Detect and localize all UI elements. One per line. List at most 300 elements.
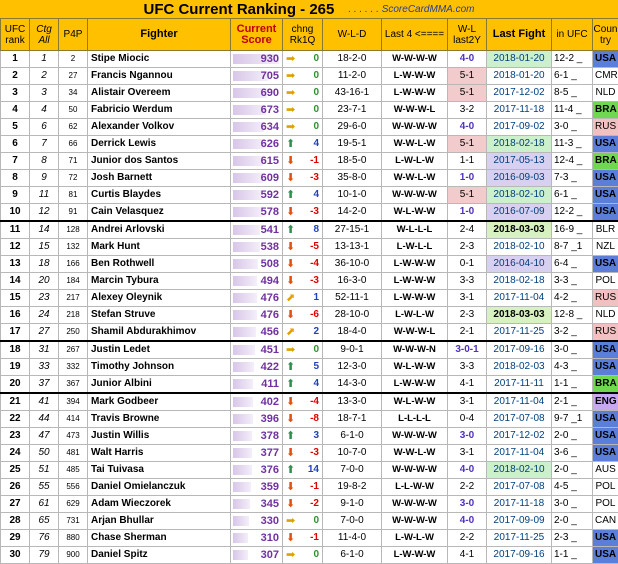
ufc-record: 3-0 _ (552, 119, 593, 136)
table-row[interactable] (1, 85, 618, 102)
record-wld: 6-1-0 (323, 547, 382, 564)
fighter-name[interactable]: Francis Ngannou (88, 68, 231, 85)
rank-change (283, 462, 323, 479)
fighter-name[interactable]: Daniel Omielanczuk (88, 479, 231, 496)
col-in-ufc[interactable]: in UFC (552, 19, 593, 51)
ufc-record: 2-3 _ (552, 530, 593, 547)
last-4-results: L-W-W-W (382, 273, 448, 290)
arrow-down-icon: ⬇ (286, 307, 295, 323)
fighter-name[interactable]: Stefan Struve (88, 307, 231, 324)
category-rank: 6 (30, 119, 59, 136)
current-score (231, 187, 283, 204)
country-code: USA (593, 411, 618, 428)
fighter-name[interactable]: Chase Sherman (88, 530, 231, 547)
wl-last-2y: 1-0 (448, 204, 487, 222)
score-value: 615 (231, 153, 282, 169)
category-rank: 76 (30, 530, 59, 547)
rank-change-value: -3 (310, 447, 319, 458)
ufc-rank: 22 (1, 411, 30, 428)
col-p4p[interactable]: P4P (59, 19, 88, 51)
rank-change-value: 0 (313, 53, 319, 64)
rank-change-value: 4 (313, 378, 319, 389)
ufc-record: 3-2 _ (552, 324, 593, 342)
last-fight-date: 2017-05-13 (487, 153, 552, 170)
category-rank: 31 (30, 341, 59, 359)
score-value: 345 (231, 496, 282, 512)
arrow-up-icon: ⬆ (286, 359, 295, 375)
rank-change-value: -4 (310, 396, 319, 407)
current-score (231, 359, 283, 376)
site-link[interactable]: . . . . . . ScoreCardMMA.com (348, 4, 474, 15)
country-code: POL (593, 273, 618, 290)
fighter-name[interactable]: Justin Willis (88, 428, 231, 445)
fighter-name[interactable]: Alexander Volkov (88, 119, 231, 136)
fighter-name[interactable]: Timothy Johnson (88, 359, 231, 376)
fighter-name[interactable]: Arjan Bhullar (88, 513, 231, 530)
category-rank: 79 (30, 547, 59, 564)
record-wld: 10-1-0 (323, 187, 382, 204)
record-wld: 10-7-0 (323, 445, 382, 462)
p4p-rank: 184 (59, 273, 88, 290)
ufc-rank: 17 (1, 324, 30, 342)
record-wld: 13-3-0 (323, 393, 382, 411)
last-4-results: L-W-L-W (382, 307, 448, 324)
ufc-rank: 14 (1, 273, 30, 290)
category-rank: 1 (30, 51, 59, 68)
last-fight-date: 2017-09-16 (487, 547, 552, 564)
last-fight-date: 2017-09-02 (487, 119, 552, 136)
ufc-rank: 9 (1, 187, 30, 204)
category-rank: 14 (30, 221, 59, 239)
current-score (231, 428, 283, 445)
ufc-rank: 11 (1, 221, 30, 239)
table-row[interactable] (1, 187, 618, 204)
arrow-right-icon: ➡ (286, 51, 295, 67)
wl-last-2y: 5-1 (448, 68, 487, 85)
fighter-name[interactable]: Curtis Blaydes (88, 187, 231, 204)
score-value: 310 (231, 530, 282, 546)
ufc-rank: 20 (1, 376, 30, 394)
last-4-results: W-W-W-W (382, 513, 448, 530)
fighter-name[interactable]: Travis Browne (88, 411, 231, 428)
rank-change (283, 393, 323, 411)
rank-change (283, 290, 323, 307)
fighter-name[interactable]: Walt Harris (88, 445, 231, 462)
header-row (1, 19, 618, 51)
ufc-record: 2-0 _ (552, 513, 593, 530)
score-value: 592 (231, 187, 282, 203)
table-row[interactable] (1, 530, 618, 547)
table-row[interactable] (1, 290, 618, 307)
table-row[interactable] (1, 324, 618, 342)
last-fight-date: 2017-11-04 (487, 445, 552, 462)
current-score (231, 462, 283, 479)
rank-change (283, 102, 323, 119)
country-code: BRA (593, 376, 618, 394)
table-row[interactable] (1, 68, 618, 85)
table-row[interactable] (1, 307, 618, 324)
current-score (231, 119, 283, 136)
col-ufc-rank[interactable]: UFC rank (1, 19, 30, 51)
wl-last-2y: 2-2 (448, 479, 487, 496)
country-code: POL (593, 496, 618, 513)
col-ctg-all[interactable]: Ctg All (30, 19, 59, 51)
fighter-name[interactable]: Daniel Spitz (88, 547, 231, 564)
score-value: 673 (231, 102, 282, 118)
country-code: CMR (593, 68, 618, 85)
p4p-rank: 50 (59, 102, 88, 119)
country-code: RUS (593, 324, 618, 342)
p4p-rank: 62 (59, 119, 88, 136)
ufc-record: 1-1 _ (552, 547, 593, 564)
wl-last-2y: 2-3 (448, 307, 487, 324)
ufc-record: 2-0 _ (552, 462, 593, 479)
wl-last-2y: 3-0-1 (448, 341, 487, 359)
score-value: 538 (231, 239, 282, 255)
record-wld: 43-16-1 (323, 85, 382, 102)
p4p-rank: 27 (59, 68, 88, 85)
score-value: 451 (231, 342, 282, 358)
ufc-record: 12-4 _ (552, 153, 593, 170)
col-current-score[interactable]: Current Score (231, 19, 283, 51)
ufc-record: 2-0 _ (552, 428, 593, 445)
last-fight-date: 2016-04-10 (487, 256, 552, 273)
rank-change-value: -6 (310, 309, 319, 320)
rank-change (283, 51, 323, 68)
score-value: 411 (231, 376, 282, 392)
current-score (231, 376, 283, 394)
rank-change (283, 479, 323, 496)
record-wld: 18-2-0 (323, 51, 382, 68)
arrow-right-icon: ➡ (286, 342, 295, 358)
table-row[interactable] (1, 376, 618, 394)
last-4-results: W-L-L-L (382, 221, 448, 239)
ufc-rank: 23 (1, 428, 30, 445)
fighter-name[interactable]: Stipe Miocic (88, 51, 231, 68)
category-rank: 11 (30, 187, 59, 204)
record-wld: 18-5-0 (323, 153, 382, 170)
rank-change (283, 307, 323, 324)
fighter-name[interactable]: Shamil Abdurakhimov (88, 324, 231, 342)
last-4-results: W-W-W-W (382, 119, 448, 136)
record-wld: 18-7-1 (323, 411, 382, 428)
category-rank: 8 (30, 153, 59, 170)
current-score (231, 324, 283, 342)
last-fight-date: 2017-11-11 (487, 376, 552, 394)
arrow-up-icon: ⬆ (286, 462, 295, 478)
rank-change (283, 496, 323, 513)
ufc-rank: 3 (1, 85, 30, 102)
wl-last-2y: 4-0 (448, 462, 487, 479)
p4p-rank: 473 (59, 428, 88, 445)
rank-change (283, 68, 323, 85)
table-row[interactable] (1, 204, 618, 222)
arrow-down-icon: ⬇ (286, 256, 295, 272)
score-value: 378 (231, 428, 282, 444)
table-row[interactable] (1, 239, 618, 256)
record-wld: 23-7-1 (323, 102, 382, 119)
country-code: AUS (593, 462, 618, 479)
col-chng[interactable]: chng Rk1Q (283, 19, 323, 51)
rank-change-value: -1 (310, 481, 319, 492)
ranking-rows (1, 51, 618, 564)
last-fight-date: 2017-07-08 (487, 411, 552, 428)
rank-change-value: 0 (313, 104, 319, 115)
last-4-results: L-W-L-W (382, 530, 448, 547)
current-score (231, 496, 283, 513)
fighter-name[interactable]: Alexey Oleynik (88, 290, 231, 307)
rank-change-value: -4 (310, 258, 319, 269)
last-fight-date: 2017-12-02 (487, 428, 552, 445)
col-country[interactable]: Coun try (593, 19, 618, 51)
wl-last-2y: 4-1 (448, 547, 487, 564)
fighter-name[interactable]: Adam Wieczorek (88, 496, 231, 513)
current-score (231, 136, 283, 153)
score-value: 609 (231, 170, 282, 186)
col-last4[interactable]: Last 4 <==== (382, 19, 448, 51)
p4p-rank: 166 (59, 256, 88, 273)
fighter-name[interactable]: Cain Velasquez (88, 204, 231, 222)
last-fight-date: 2017-07-08 (487, 479, 552, 496)
score-value: 422 (231, 359, 282, 375)
last-4-results: W-W-W-W (382, 462, 448, 479)
last-4-results: L-W-L-W (382, 153, 448, 170)
last-4-results: L-L-L-L (382, 411, 448, 428)
ufc-rank: 2 (1, 68, 30, 85)
last-4-results: W-L-W-W (382, 393, 448, 411)
rank-change-value: -1 (310, 532, 319, 543)
score-value: 634 (231, 119, 282, 135)
p4p-rank: 629 (59, 496, 88, 513)
rank-change-value: 0 (313, 549, 319, 560)
record-wld: 13-13-1 (323, 239, 382, 256)
score-value: 456 (231, 324, 282, 340)
rank-change-value: -8 (310, 413, 319, 424)
rank-change (283, 273, 323, 290)
last-fight-date: 2016-09-03 (487, 170, 552, 187)
ufc-rank: 4 (1, 102, 30, 119)
table-row[interactable] (1, 102, 618, 119)
p4p-rank: 485 (59, 462, 88, 479)
score-value: 508 (231, 256, 282, 272)
table-row[interactable] (1, 51, 618, 68)
record-wld: 35-8-0 (323, 170, 382, 187)
category-rank: 4 (30, 102, 59, 119)
current-score (231, 85, 283, 102)
category-rank: 44 (30, 411, 59, 428)
ufc-record: 12-8 _ (552, 307, 593, 324)
p4p-rank: 332 (59, 359, 88, 376)
fighter-name[interactable]: Alistair Overeem (88, 85, 231, 102)
wl-last-2y: 5-1 (448, 136, 487, 153)
fighter-name[interactable]: Mark Godbeer (88, 393, 231, 411)
col-last-fight[interactable]: Last Fight (487, 19, 552, 51)
last-4-results: W-L-W-W (382, 204, 448, 222)
ufc-rank: 28 (1, 513, 30, 530)
ufc-rank: 21 (1, 393, 30, 411)
rank-change-value: 2 (313, 326, 319, 337)
last-4-results: W-W-W-W (382, 187, 448, 204)
record-wld: 9-1-0 (323, 496, 382, 513)
table-row[interactable] (1, 445, 618, 462)
p4p-rank: 128 (59, 221, 88, 239)
table-row[interactable] (1, 479, 618, 496)
fighter-name[interactable]: Junior Albini (88, 376, 231, 394)
last-fight-date: 2017-11-25 (487, 324, 552, 342)
fighter-name[interactable]: Ben Rothwell (88, 256, 231, 273)
ufc-record: 11-4 _ (552, 102, 593, 119)
current-score (231, 239, 283, 256)
p4p-rank: 556 (59, 479, 88, 496)
last-4-results: L-L-W-W (382, 479, 448, 496)
ufc-record: 8-5 _ (552, 85, 593, 102)
table-row[interactable] (1, 496, 618, 513)
country-code: USA (593, 187, 618, 204)
rank-change (283, 428, 323, 445)
last-fight-date: 2017-09-09 (487, 513, 552, 530)
score-value: 541 (231, 222, 282, 238)
record-wld: 7-0-0 (323, 462, 382, 479)
fighter-name[interactable]: Mark Hunt (88, 239, 231, 256)
ufc-record: 3-3 _ (552, 273, 593, 290)
wl-last-2y: 3-1 (448, 393, 487, 411)
ufc-rank: 1 (1, 51, 30, 68)
ufc-record: 16-9 _ (552, 221, 593, 239)
ufc-record: 3-6 _ (552, 445, 593, 462)
rank-change-value: 5 (313, 361, 319, 372)
wl-last-2y: 3-3 (448, 359, 487, 376)
fighter-name[interactable]: Tai Tuivasa (88, 462, 231, 479)
current-score (231, 256, 283, 273)
wl-last-2y: 3-1 (448, 290, 487, 307)
last-4-results: W-W-W-W (382, 428, 448, 445)
current-score (231, 204, 283, 222)
table-row[interactable] (1, 428, 618, 445)
table-row[interactable] (1, 513, 618, 530)
country-code: NLD (593, 85, 618, 102)
rank-change (283, 256, 323, 273)
fighter-name[interactable]: Andrei Arlovski (88, 221, 231, 239)
wl-last-2y: 3-1 (448, 445, 487, 462)
last-fight-date: 2017-12-02 (487, 85, 552, 102)
last-4-results: L-W-W-W (382, 547, 448, 564)
rank-change-value: -2 (310, 498, 319, 509)
wl-last-2y: 4-0 (448, 51, 487, 68)
table-row[interactable] (1, 411, 618, 428)
ufc-rank: 30 (1, 547, 30, 564)
country-code: ENG (593, 393, 618, 411)
current-score (231, 445, 283, 462)
last-4-results: W-W-W-L (382, 102, 448, 119)
wl-last-2y: 3-0 (448, 496, 487, 513)
arrow-down-icon: ⬇ (286, 170, 295, 186)
rank-change (283, 513, 323, 530)
category-rank: 37 (30, 376, 59, 394)
record-wld: 14-3-0 (323, 376, 382, 394)
score-value: 307 (231, 547, 282, 563)
score-value: 376 (231, 462, 282, 478)
fighter-name[interactable]: Josh Barnett (88, 170, 231, 187)
record-wld: 6-1-0 (323, 428, 382, 445)
table-row[interactable] (1, 393, 618, 411)
current-score (231, 290, 283, 307)
table-row[interactable] (1, 341, 618, 359)
rank-change-value: 0 (313, 344, 319, 355)
col-wl-last2y[interactable]: W-L last2Y (448, 19, 487, 51)
country-code: USA (593, 204, 618, 222)
fighter-name[interactable]: Junior dos Santos (88, 153, 231, 170)
record-wld: 11-2-0 (323, 68, 382, 85)
wl-last-2y: 5-1 (448, 187, 487, 204)
fighter-name[interactable]: Marcin Tybura (88, 273, 231, 290)
wl-last-2y: 3-2 (448, 102, 487, 119)
arrow-up-icon: ⬆ (286, 222, 295, 238)
table-row[interactable] (1, 170, 618, 187)
score-value: 494 (231, 273, 282, 289)
category-rank: 9 (30, 170, 59, 187)
table-row[interactable] (1, 359, 618, 376)
rank-change (283, 153, 323, 170)
table-row[interactable] (1, 256, 618, 273)
ufc-rank: 27 (1, 496, 30, 513)
country-code: NLD (593, 307, 618, 324)
ufc-record: 2-1 _ (552, 393, 593, 411)
fighter-name[interactable]: Fabricio Werdum (88, 102, 231, 119)
table-row[interactable] (1, 136, 618, 153)
table-row[interactable] (1, 462, 618, 479)
col-wld[interactable]: W-L-D (323, 19, 382, 51)
last-4-results: L-W-W-W (382, 290, 448, 307)
category-rank: 20 (30, 273, 59, 290)
arrow-up-icon: ⬆ (286, 376, 295, 392)
record-wld: 11-4-0 (323, 530, 382, 547)
table-row[interactable] (1, 221, 618, 239)
fighter-name[interactable]: Justin Ledet (88, 341, 231, 359)
ufc-record: 4-2 _ (552, 290, 593, 307)
wl-last-2y: 5-1 (448, 85, 487, 102)
arrow-right-icon: ➡ (286, 68, 295, 84)
arrow-right-icon: ➡ (286, 119, 295, 135)
table-row[interactable] (1, 153, 618, 170)
col-fighter[interactable]: Fighter (88, 19, 231, 51)
record-wld: 14-2-0 (323, 204, 382, 222)
last-4-results: W-W-W-W (382, 51, 448, 68)
country-code: USA (593, 428, 618, 445)
ufc-record: 7-3 _ (552, 170, 593, 187)
p4p-rank: 250 (59, 324, 88, 342)
p4p-rank: 72 (59, 170, 88, 187)
fighter-name[interactable]: Derrick Lewis (88, 136, 231, 153)
arrow-down-icon: ⬇ (286, 479, 295, 495)
score-value: 359 (231, 479, 282, 495)
last-4-results: W-L-W-W (382, 359, 448, 376)
last-4-results: L-W-L-L (382, 239, 448, 256)
wl-last-2y: 0-1 (448, 256, 487, 273)
arrow-right-icon: ➡ (286, 85, 295, 101)
p4p-rank: 267 (59, 341, 88, 359)
country-code: BLR (593, 221, 618, 239)
rank-change-value: -1 (310, 155, 319, 166)
table-row[interactable] (1, 273, 618, 290)
category-rank: 18 (30, 256, 59, 273)
country-code: NZL (593, 239, 618, 256)
ufc-rank: 12 (1, 239, 30, 256)
ufc-rank: 16 (1, 307, 30, 324)
country-code: USA (593, 256, 618, 273)
score-value: 705 (231, 68, 282, 84)
p4p-rank: 71 (59, 153, 88, 170)
table-row[interactable] (1, 119, 618, 136)
